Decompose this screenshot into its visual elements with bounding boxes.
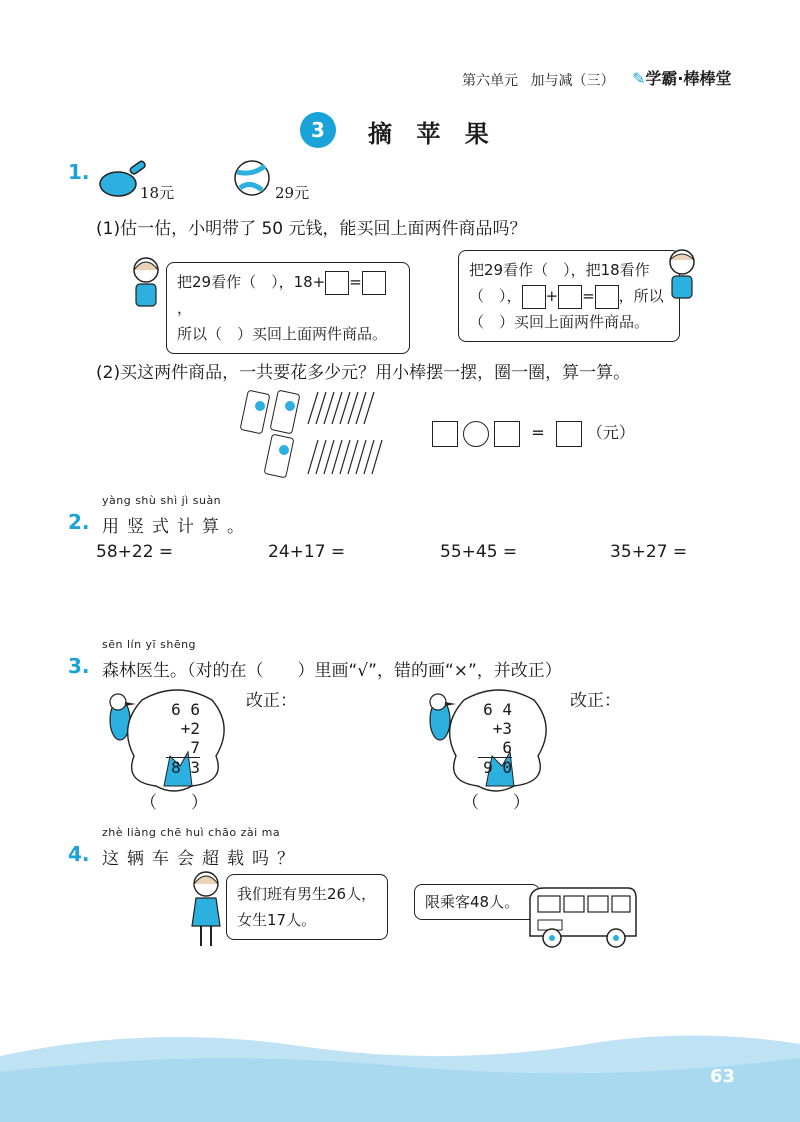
q2-problem: 55+45 = xyxy=(440,542,518,562)
answer-box[interactable] xyxy=(432,421,458,447)
q3-number: 3. xyxy=(68,654,90,678)
answer-box[interactable] xyxy=(362,271,386,295)
q1-part1: (1)估一估，小明带了 50 元钱，能买回上面两件商品吗？ xyxy=(96,219,527,239)
volleyball-icon xyxy=(232,158,272,198)
q2-problem: 35+27 = xyxy=(610,542,688,562)
unit-label: 第六单元 xyxy=(462,73,518,89)
lesson-title: 摘 苹 果 xyxy=(368,120,497,148)
girl-speech-bubble: 我们班有男生26人， 女生17人。 xyxy=(226,874,388,940)
operator-circle[interactable] xyxy=(463,421,489,447)
item2-price: 29元 xyxy=(275,184,310,202)
girl-icon xyxy=(188,870,224,948)
vertical-calc-1: 6 6 +2 7 8 3 xyxy=(166,700,200,777)
q3-title: 森林医生。（对的在（ ）里画“√”，错的画“×”，并改正） xyxy=(102,661,562,681)
graduation-cap-icon: ✎ xyxy=(632,69,646,88)
q2-pinyin: yàng shù shì jì suàn xyxy=(102,494,222,507)
footer-wave xyxy=(0,1024,800,1122)
right-hint-bubble: 把29看作（ ），把18看作 （ ）， + = ，所以 （ ）买回上面两件商品。 xyxy=(458,250,680,342)
q4-title: 这辆车会超载吗？ xyxy=(102,849,302,869)
q2-problem: 24+17 = xyxy=(268,542,346,562)
q4-pinyin: zhè liàng chē huì chāo zài ma xyxy=(102,826,281,839)
brand-logo: ✎学霸·棒棒堂 xyxy=(632,69,732,88)
lesson-badge: 3 xyxy=(300,112,336,148)
topic-label: 加与减（三） xyxy=(530,73,615,89)
header xyxy=(462,70,614,90)
answer-box[interactable] xyxy=(595,285,619,309)
q2-number: 2. xyxy=(68,510,90,534)
bus-sign-bubble: 限乘客48人。 xyxy=(414,884,540,920)
answer-box[interactable] xyxy=(325,271,349,295)
q1-equation: = （元） xyxy=(432,420,635,447)
fix-label: 改正： xyxy=(570,691,621,711)
boy-icon xyxy=(664,248,700,300)
answer-box[interactable] xyxy=(556,421,582,447)
q1-part2: (2)买这两件商品，一共要花多少元？用小棒摆一摆，圈一圈，算一算。 xyxy=(96,363,631,383)
vertical-calc-2: 6 4 +3 6 9 0 xyxy=(478,700,512,777)
item1-price: 18元 xyxy=(140,184,175,202)
answer-box[interactable] xyxy=(522,285,546,309)
q2-title: 用竖式计算。 xyxy=(102,517,252,537)
answer-box[interactable] xyxy=(494,421,520,447)
answer-box[interactable] xyxy=(558,285,582,309)
q2-problem: 58+22 = xyxy=(96,542,174,562)
q3-pinyin: sēn lín yī shēng xyxy=(102,638,197,651)
q1-number: 1. xyxy=(68,160,90,184)
left-hint-bubble: 把29看作（ ），18+ =， 所以（ ）买回上面两件商品。 xyxy=(166,262,410,354)
bus-icon xyxy=(524,880,640,952)
answer-paren[interactable]: （ ） xyxy=(140,793,208,813)
fix-label: 改正： xyxy=(246,691,297,711)
counting-sticks-image xyxy=(238,384,388,484)
q4-number: 4. xyxy=(68,842,90,866)
girl-icon xyxy=(128,256,164,308)
page-number: 63 xyxy=(710,1066,736,1087)
answer-paren[interactable]: （ ） xyxy=(462,793,530,813)
